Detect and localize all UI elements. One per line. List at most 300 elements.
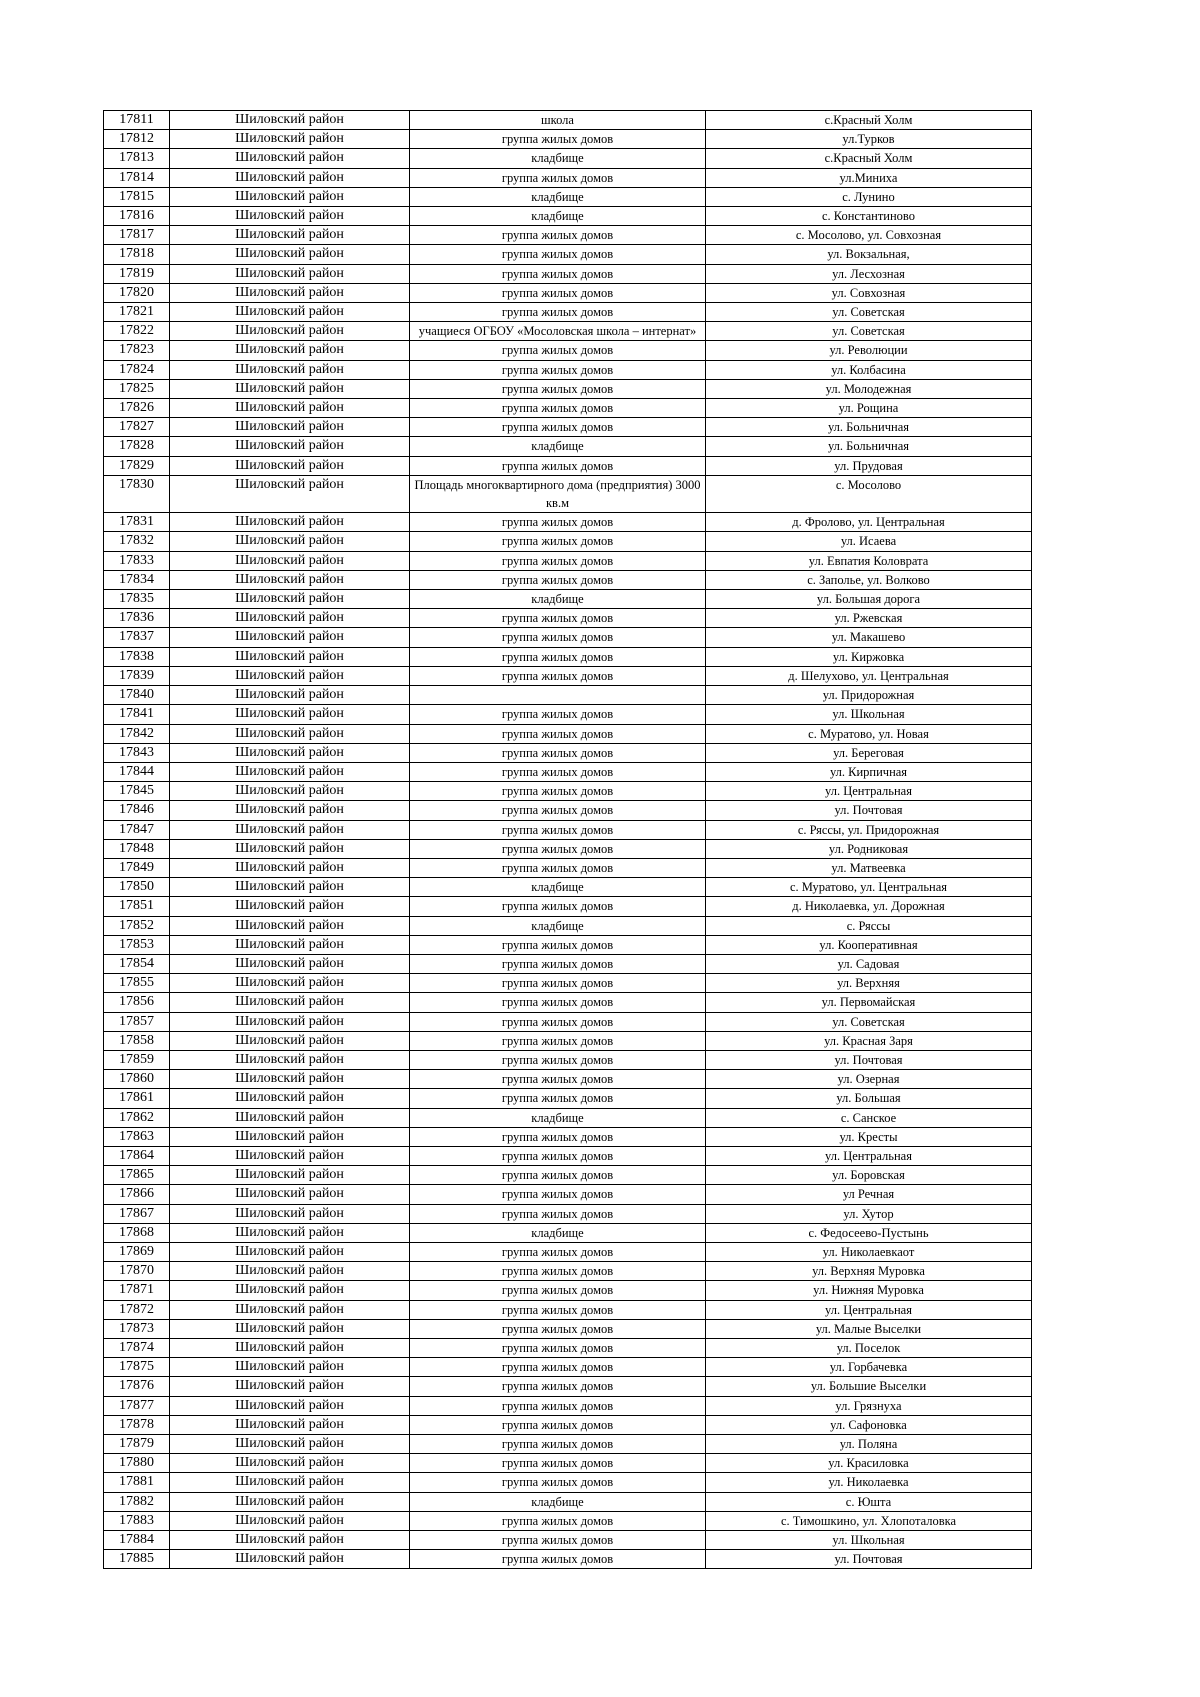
table-row	[104, 1262, 1032, 1281]
object-cell: группа жилых домов	[410, 1377, 706, 1396]
row-number: 17814	[104, 168, 170, 187]
row-number: 17878	[104, 1415, 170, 1434]
row-number: 17856	[104, 993, 170, 1012]
address-cell: ул. Придорожная	[706, 686, 1032, 705]
table-row	[104, 1031, 1032, 1050]
object-cell: кладбище	[410, 590, 706, 609]
row-number: 17826	[104, 399, 170, 418]
table-row	[104, 801, 1032, 820]
row-number: 17843	[104, 743, 170, 762]
table-row	[104, 954, 1032, 973]
address-cell: ул.Миниха	[706, 168, 1032, 187]
address-cell: ул. Горбачевка	[706, 1358, 1032, 1377]
row-number: 17830	[104, 475, 170, 512]
row-number: 17811	[104, 111, 170, 130]
table-row	[104, 1473, 1032, 1492]
address-cell: ул. Верхняя	[706, 974, 1032, 993]
table-row	[104, 858, 1032, 877]
address-cell: ул. Советская	[706, 303, 1032, 322]
district-cell: Шиловский район	[170, 1262, 410, 1281]
object-cell: кладбище	[410, 1492, 706, 1511]
row-number: 17828	[104, 437, 170, 456]
row-number: 17816	[104, 207, 170, 226]
district-cell: Шиловский район	[170, 801, 410, 820]
district-cell: Шиловский район	[170, 1339, 410, 1358]
table-row	[104, 1531, 1032, 1550]
district-cell: Шиловский район	[170, 226, 410, 245]
district-cell: Шиловский район	[170, 609, 410, 628]
table-row	[104, 360, 1032, 379]
row-number: 17812	[104, 130, 170, 149]
row-number: 17842	[104, 724, 170, 743]
address-cell: ул. Матвеевка	[706, 858, 1032, 877]
object-cell: группа жилых домов	[410, 399, 706, 418]
address-cell: ул. Николаевкаот	[706, 1242, 1032, 1261]
row-number: 17860	[104, 1070, 170, 1089]
table-row	[104, 1146, 1032, 1165]
row-number: 17865	[104, 1166, 170, 1185]
district-cell: Шиловский район	[170, 820, 410, 839]
table-row	[104, 130, 1032, 149]
table-row	[104, 1050, 1032, 1069]
row-number: 17827	[104, 418, 170, 437]
object-cell: школа	[410, 111, 706, 130]
address-cell: д. Фролово, ул. Центральная	[706, 513, 1032, 532]
object-cell: группа жилых домов	[410, 570, 706, 589]
address-cell: с. Юшта	[706, 1492, 1032, 1511]
row-number: 17850	[104, 878, 170, 897]
table-row	[104, 532, 1032, 551]
address-cell: ул. Вокзальная,	[706, 245, 1032, 264]
table-row	[104, 1435, 1032, 1454]
district-cell: Шиловский район	[170, 437, 410, 456]
table-row	[104, 1166, 1032, 1185]
table-row	[104, 820, 1032, 839]
row-number: 17872	[104, 1300, 170, 1319]
district-cell: Шиловский район	[170, 1031, 410, 1050]
address-cell: ул. Поселок	[706, 1339, 1032, 1358]
address-cell: ул. Кирпичная	[706, 762, 1032, 781]
object-cell: группа жилых домов	[410, 1281, 706, 1300]
address-cell: ул. Родниковая	[706, 839, 1032, 858]
district-cell: Шиловский район	[170, 782, 410, 801]
district-cell: Шиловский район	[170, 628, 410, 647]
table-row	[104, 322, 1032, 341]
table-row	[104, 1511, 1032, 1530]
object-cell: группа жилых домов	[410, 379, 706, 398]
object-cell: группа жилых домов	[410, 858, 706, 877]
address-cell: ул. Советская	[706, 1012, 1032, 1031]
table-row	[104, 666, 1032, 685]
object-cell: группа жилых домов	[410, 1166, 706, 1185]
row-number: 17851	[104, 897, 170, 916]
table-row	[104, 1319, 1032, 1338]
address-cell: с. Заполье, ул. Волково	[706, 570, 1032, 589]
address-cell: ул. Больничная	[706, 418, 1032, 437]
row-number: 17877	[104, 1396, 170, 1415]
row-number: 17855	[104, 974, 170, 993]
table-row	[104, 226, 1032, 245]
district-cell: Шиловский район	[170, 878, 410, 897]
address-cell: с. Санское	[706, 1108, 1032, 1127]
row-number: 17857	[104, 1012, 170, 1031]
address-cell: ул. Киржовка	[706, 647, 1032, 666]
row-number: 17849	[104, 858, 170, 877]
district-cell: Шиловский район	[170, 283, 410, 302]
table-row	[104, 839, 1032, 858]
table-row	[104, 1281, 1032, 1300]
row-number: 17813	[104, 149, 170, 168]
object-cell: Площадь многоквартирного дома (предприятия) 3000 кв.м	[410, 475, 706, 512]
address-cell: ул. Советская	[706, 322, 1032, 341]
address-cell: ул. Почтовая	[706, 1550, 1032, 1569]
table-row	[104, 283, 1032, 302]
address-cell: ул. Колбасина	[706, 360, 1032, 379]
table-row	[104, 551, 1032, 570]
district-cell: Шиловский район	[170, 322, 410, 341]
table-row	[104, 935, 1032, 954]
district-cell: Шиловский район	[170, 935, 410, 954]
object-cell: группа жилых домов	[410, 283, 706, 302]
district-cell: Шиловский район	[170, 379, 410, 398]
table-row	[104, 111, 1032, 130]
district-cell: Шиловский район	[170, 551, 410, 570]
object-cell: группа жилых домов	[410, 226, 706, 245]
district-cell: Шиловский район	[170, 418, 410, 437]
object-cell	[410, 686, 706, 705]
address-cell: ул. Большая	[706, 1089, 1032, 1108]
row-number: 17861	[104, 1089, 170, 1108]
row-number: 17858	[104, 1031, 170, 1050]
table-row	[104, 762, 1032, 781]
district-cell: Шиловский район	[170, 1127, 410, 1146]
address-cell: ул. Поляна	[706, 1435, 1032, 1454]
address-cell: ул. Красная Заря	[706, 1031, 1032, 1050]
table-row	[104, 168, 1032, 187]
object-cell: группа жилых домов	[410, 1415, 706, 1434]
address-cell: ул. Ржевская	[706, 609, 1032, 628]
table-row	[104, 245, 1032, 264]
address-cell: с. Федосеево-Пустынь	[706, 1223, 1032, 1242]
address-cell: ул. Красиловка	[706, 1454, 1032, 1473]
address-cell: ул. Большие Выселки	[706, 1377, 1032, 1396]
district-cell: Шиловский район	[170, 705, 410, 724]
address-cell: ул. Школьная	[706, 1531, 1032, 1550]
address-cell: ул. Совхозная	[706, 283, 1032, 302]
row-number: 17815	[104, 187, 170, 206]
row-number: 17875	[104, 1358, 170, 1377]
address-cell: ул. Садовая	[706, 954, 1032, 973]
address-cell: д. Николаевка, ул. Дорожная	[706, 897, 1032, 916]
table-row	[104, 456, 1032, 475]
address-cell: ул. Кооперативная	[706, 935, 1032, 954]
document-table	[103, 110, 1032, 1569]
table-row	[104, 341, 1032, 360]
object-cell: кладбище	[410, 187, 706, 206]
object-cell: группа жилых домов	[410, 168, 706, 187]
row-number: 17864	[104, 1146, 170, 1165]
object-cell: группа жилых домов	[410, 1146, 706, 1165]
row-number: 17854	[104, 954, 170, 973]
row-number: 17868	[104, 1223, 170, 1242]
row-number: 17831	[104, 513, 170, 532]
object-cell: группа жилых домов	[410, 264, 706, 283]
row-number: 17885	[104, 1550, 170, 1569]
object-cell: группа жилых домов	[410, 1319, 706, 1338]
row-number: 17883	[104, 1511, 170, 1530]
address-cell: ул. Евпатия Коловрата	[706, 551, 1032, 570]
district-cell: Шиловский район	[170, 762, 410, 781]
row-number: 17880	[104, 1454, 170, 1473]
object-cell: кладбище	[410, 207, 706, 226]
address-cell: д. Шелухово, ул. Центральная	[706, 666, 1032, 685]
district-cell: Шиловский район	[170, 724, 410, 743]
object-cell: группа жилых домов	[410, 1300, 706, 1319]
district-cell: Шиловский район	[170, 207, 410, 226]
row-number: 17833	[104, 551, 170, 570]
table-row	[104, 1204, 1032, 1223]
address-cell: ул. Центральная	[706, 1300, 1032, 1319]
address-cell: с. Мосолово, ул. Совхозная	[706, 226, 1032, 245]
district-cell: Шиловский район	[170, 1531, 410, 1550]
table-row	[104, 513, 1032, 532]
object-cell: группа жилых домов	[410, 551, 706, 570]
object-cell: группа жилых домов	[410, 1012, 706, 1031]
row-number: 17863	[104, 1127, 170, 1146]
district-cell: Шиловский район	[170, 647, 410, 666]
district-cell: Шиловский район	[170, 1319, 410, 1338]
table-row	[104, 1070, 1032, 1089]
district-cell: Шиловский район	[170, 1358, 410, 1377]
district-cell: Шиловский район	[170, 399, 410, 418]
address-cell: ул. Центральная	[706, 1146, 1032, 1165]
district-cell: Шиловский район	[170, 1223, 410, 1242]
table-row	[104, 1377, 1032, 1396]
table-row	[104, 647, 1032, 666]
table-row	[104, 264, 1032, 283]
row-number: 17862	[104, 1108, 170, 1127]
address-cell: ул. Школьная	[706, 705, 1032, 724]
object-cell: группа жилых домов	[410, 839, 706, 858]
object-cell: группа жилых домов	[410, 724, 706, 743]
row-number: 17881	[104, 1473, 170, 1492]
object-cell: кладбище	[410, 149, 706, 168]
address-cell: ул. Николаевка	[706, 1473, 1032, 1492]
object-cell: группа жилых домов	[410, 1454, 706, 1473]
address-cell: ул. Береговая	[706, 743, 1032, 762]
district-cell: Шиловский район	[170, 1492, 410, 1511]
district-cell: Шиловский район	[170, 456, 410, 475]
table-row	[104, 782, 1032, 801]
table-row	[104, 1242, 1032, 1261]
address-cell: ул. Почтовая	[706, 801, 1032, 820]
object-cell: группа жилых домов	[410, 418, 706, 437]
address-cell: с. Лунино	[706, 187, 1032, 206]
object-cell: группа жилых домов	[410, 1127, 706, 1146]
row-number: 17871	[104, 1281, 170, 1300]
table-row	[104, 1300, 1032, 1319]
district-cell: Шиловский район	[170, 303, 410, 322]
district-cell: Шиловский район	[170, 1242, 410, 1261]
district-cell: Шиловский район	[170, 1396, 410, 1415]
address-cell: ул. Озерная	[706, 1070, 1032, 1089]
table-row	[104, 1089, 1032, 1108]
table-row	[104, 1108, 1032, 1127]
row-number: 17838	[104, 647, 170, 666]
row-number: 17822	[104, 322, 170, 341]
row-number: 17845	[104, 782, 170, 801]
table-row	[104, 878, 1032, 897]
table-row	[104, 437, 1032, 456]
object-cell: группа жилых домов	[410, 1262, 706, 1281]
table-row	[104, 916, 1032, 935]
row-number: 17837	[104, 628, 170, 647]
address-cell: ул. Верхняя Муровка	[706, 1262, 1032, 1281]
row-number: 17818	[104, 245, 170, 264]
address-cell: ул. Исаева	[706, 532, 1032, 551]
district-cell: Шиловский район	[170, 666, 410, 685]
row-number: 17821	[104, 303, 170, 322]
row-number: 17876	[104, 1377, 170, 1396]
district-cell: Шиловский район	[170, 360, 410, 379]
address-cell: с.Красный Холм	[706, 111, 1032, 130]
address-cell: с. Муратово, ул. Центральная	[706, 878, 1032, 897]
object-cell: группа жилых домов	[410, 974, 706, 993]
district-cell: Шиловский район	[170, 974, 410, 993]
row-number: 17841	[104, 705, 170, 724]
object-cell: кладбище	[410, 916, 706, 935]
district-cell: Шиловский район	[170, 954, 410, 973]
district-cell: Шиловский район	[170, 1454, 410, 1473]
object-cell: группа жилых домов	[410, 897, 706, 916]
table-row	[104, 628, 1032, 647]
district-cell: Шиловский район	[170, 1473, 410, 1492]
object-cell: группа жилых домов	[410, 341, 706, 360]
object-cell: группа жилых домов	[410, 762, 706, 781]
object-cell: группа жилых домов	[410, 954, 706, 973]
row-number: 17869	[104, 1242, 170, 1261]
object-cell: группа жилых домов	[410, 1550, 706, 1569]
row-number: 17844	[104, 762, 170, 781]
address-cell: ул. Лесхозная	[706, 264, 1032, 283]
address-cell: ул. Прудовая	[706, 456, 1032, 475]
table-body	[104, 111, 1032, 1569]
address-cell: ул. Кресты	[706, 1127, 1032, 1146]
object-cell: учащиеся ОГБОУ «Мосоловская школа – интернат»	[410, 322, 706, 341]
table-row	[104, 149, 1032, 168]
table-row	[104, 1339, 1032, 1358]
table-row	[104, 897, 1032, 916]
object-cell: группа жилых домов	[410, 1050, 706, 1069]
row-number: 17884	[104, 1531, 170, 1550]
district-cell: Шиловский район	[170, 1070, 410, 1089]
address-cell: с. Константиново	[706, 207, 1032, 226]
table-row	[104, 207, 1032, 226]
district-cell: Шиловский район	[170, 1435, 410, 1454]
row-number: 17847	[104, 820, 170, 839]
district-cell: Шиловский район	[170, 1185, 410, 1204]
row-number: 17824	[104, 360, 170, 379]
district-cell: Шиловский район	[170, 1204, 410, 1223]
object-cell: группа жилых домов	[410, 360, 706, 379]
address-cell: ул. Грязнуха	[706, 1396, 1032, 1415]
row-number: 17853	[104, 935, 170, 954]
district-cell: Шиловский район	[170, 1108, 410, 1127]
row-number: 17874	[104, 1339, 170, 1358]
table-row	[104, 570, 1032, 589]
table-row	[104, 993, 1032, 1012]
object-cell: группа жилых домов	[410, 513, 706, 532]
table-row	[104, 399, 1032, 418]
district-cell: Шиловский район	[170, 130, 410, 149]
object-cell: группа жилых домов	[410, 609, 706, 628]
table-row	[104, 1127, 1032, 1146]
object-cell: группа жилых домов	[410, 647, 706, 666]
address-cell: с. Тимошкино, ул. Хлопоталовка	[706, 1511, 1032, 1530]
table-row	[104, 1454, 1032, 1473]
district-cell: Шиловский район	[170, 111, 410, 130]
district-cell: Шиловский район	[170, 513, 410, 532]
object-cell: группа жилых домов	[410, 1031, 706, 1050]
district-cell: Шиловский район	[170, 1146, 410, 1165]
object-cell: группа жилых домов	[410, 628, 706, 647]
district-cell: Шиловский район	[170, 1012, 410, 1031]
object-cell: группа жилых домов	[410, 1339, 706, 1358]
address-cell: с. Мосолово	[706, 475, 1032, 512]
address-cell: ул. Рощина	[706, 399, 1032, 418]
table-row	[104, 1012, 1032, 1031]
table-row	[104, 1415, 1032, 1434]
district-cell: Шиловский район	[170, 1166, 410, 1185]
address-cell: ул. Больничная	[706, 437, 1032, 456]
row-number: 17852	[104, 916, 170, 935]
object-cell: группа жилых домов	[410, 1473, 706, 1492]
table-row	[104, 590, 1032, 609]
object-cell: группа жилых домов	[410, 532, 706, 551]
row-number: 17866	[104, 1185, 170, 1204]
district-cell: Шиловский район	[170, 858, 410, 877]
district-cell: Шиловский район	[170, 1550, 410, 1569]
object-cell: группа жилых домов	[410, 820, 706, 839]
object-cell: группа жилых домов	[410, 801, 706, 820]
row-number: 17832	[104, 532, 170, 551]
row-number: 17834	[104, 570, 170, 589]
object-cell: группа жилых домов	[410, 130, 706, 149]
object-cell: группа жилых домов	[410, 782, 706, 801]
object-cell: группа жилых домов	[410, 1089, 706, 1108]
district-cell: Шиловский район	[170, 1415, 410, 1434]
row-number: 17839	[104, 666, 170, 685]
table-row	[104, 303, 1032, 322]
table-row	[104, 1492, 1032, 1511]
address-cell: ул. Центральная	[706, 782, 1032, 801]
district-cell: Шиловский район	[170, 532, 410, 551]
address-cell: ул. Хутор	[706, 1204, 1032, 1223]
object-cell: кладбище	[410, 878, 706, 897]
object-cell: группа жилых домов	[410, 1204, 706, 1223]
object-cell: группа жилых домов	[410, 1511, 706, 1530]
district-cell: Шиловский район	[170, 1089, 410, 1108]
district-cell: Шиловский район	[170, 897, 410, 916]
table-row	[104, 743, 1032, 762]
row-number: 17819	[104, 264, 170, 283]
district-cell: Шиловский район	[170, 993, 410, 1012]
row-number: 17882	[104, 1492, 170, 1511]
row-number: 17825	[104, 379, 170, 398]
address-cell: с. Ряссы	[706, 916, 1032, 935]
object-cell: кладбище	[410, 1108, 706, 1127]
district-cell: Шиловский район	[170, 245, 410, 264]
